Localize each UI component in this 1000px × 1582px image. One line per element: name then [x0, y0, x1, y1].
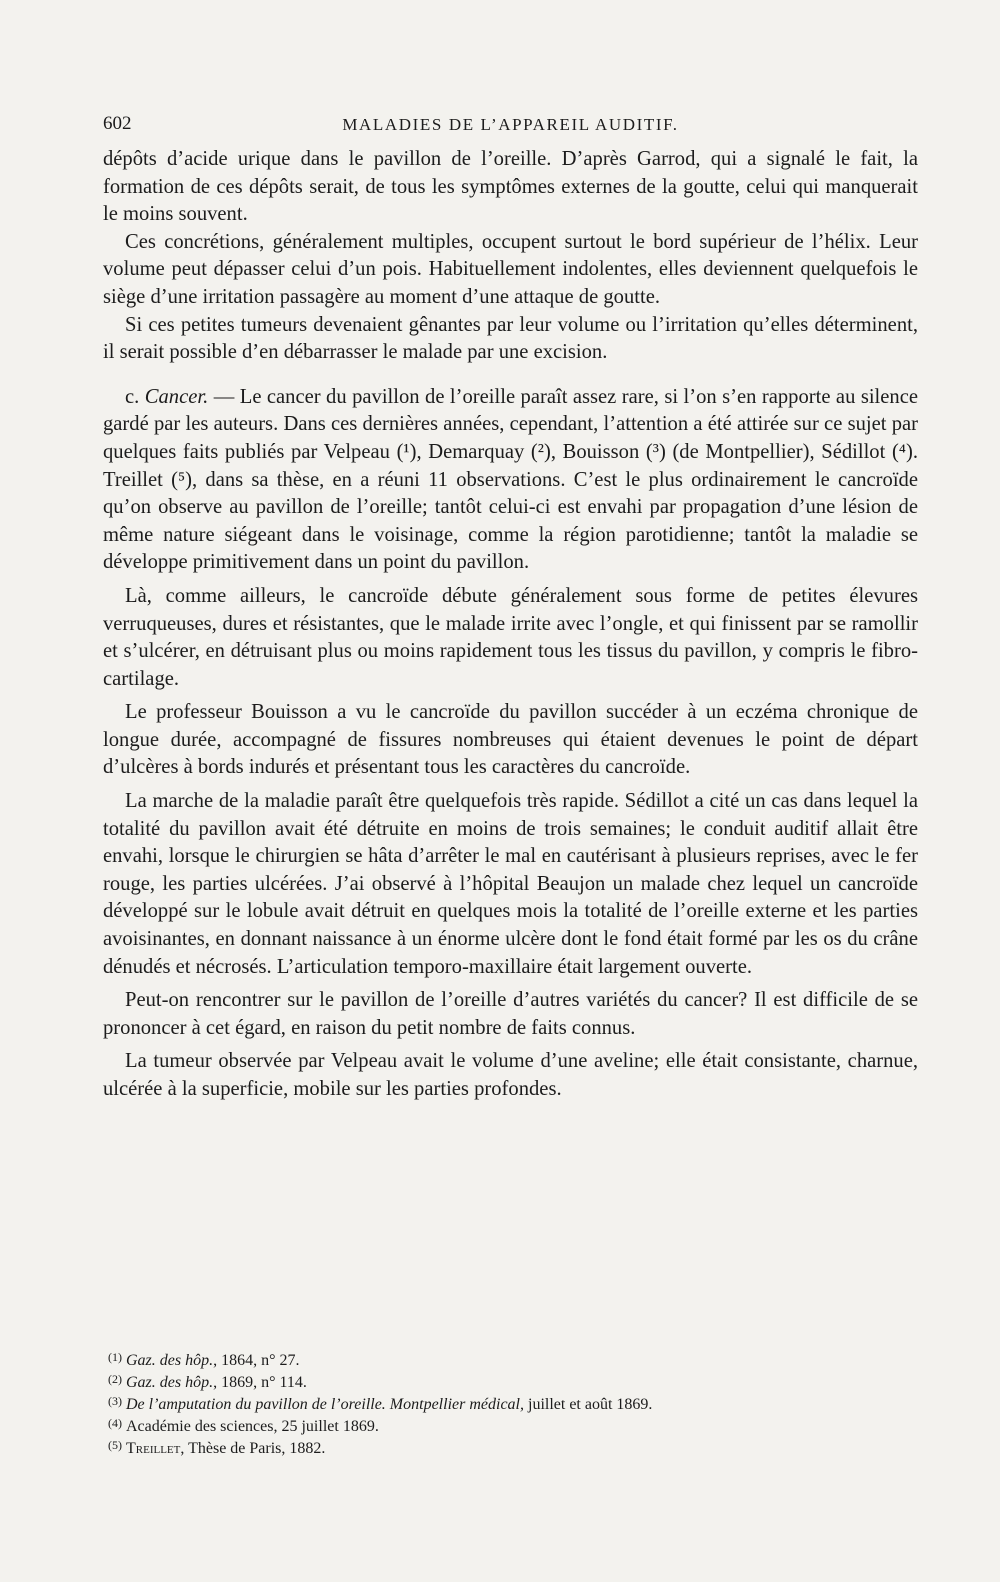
footnote-text: , 1864, n° 27. [213, 1352, 300, 1369]
page-header [103, 113, 918, 143]
paragraph-cancer [103, 384, 918, 577]
cancer-text: — Le cancer du pavillon de l’oreille paraît assez rare, si l’on s’en rapporte au silence gardé par les auteurs. Dans ces dernières années, cependant, l’attention a été attirée sur ce sujet par quelques faits publiés par Velpeau (¹), Demarquay (²), Bouisson (³) (de Montpellier), Sédillot (⁴). Treillet (⁵), dans sa thèse, en a réuni 11 observations. C’est le plus ordinairement le cancroïde qu’on observe au pavillon de l’oreille; tantôt celui-ci est envahi par propagation d’une lésion de même nature siégeant dans le voisinage, comme la région parotidienne; tantôt la maladie se développe primitivement dans un point du pavillon. [103, 385, 918, 574]
footnote-3 [108, 1392, 898, 1414]
paragraph-concretions: Ces concrétions, généralement multiples, occupent surtout le bord supérieur de l’hélix. Leur volume peut dépasser celui d’un pois. Habituellement indolentes, elles deviennent quelquefois le siège d’une irritation passagère au moment d’une attaque de goutte. [103, 230, 918, 308]
section-heading: Cancer. [144, 385, 209, 408]
section-marker: c. [125, 385, 140, 408]
footnote-mark: (3) [108, 1394, 122, 1408]
footnote-text: , 1869, n° 114. [213, 1374, 307, 1391]
paragraph-cancroid-onset: Là, comme ailleurs, le cancroïde débute généralement sous forme de petites élevures verruqueuses, dures et résistantes, que le malade irrite avec l’ongle, et qui finissent par se ramollir et s’ulcérer, en détruisant plus ou moins rapidement tous les tissus du pavillon, y compris le fibro-cartilage. [103, 584, 918, 690]
paragraph-gout-deposits: dépôts d’acide urique dans le pavillon de l’oreille. D’après Garrod, qui a signalé le fait, la formation de ces dépôts serait, de tous les symptômes externes de la goutte, celui qui manquerait le moins souvent. [103, 148, 918, 226]
paragraph-other-varieties: Peut-on rencontrer sur le pavillon de l’oreille d’autres variétés du cancer? Il est difficile de se prononcer à cet égard, en raison du petit nombre de faits connus. [103, 989, 918, 1039]
footnote-text: Académie des sciences, 25 juillet 1869. [126, 1418, 379, 1435]
footnote-title: Gaz. des hôp. [126, 1352, 214, 1369]
paragraph-bouisson: Le professeur Bouisson a vu le cancroïde du pavillon succéder à un eczéma chronique de longue durée, accompagné de fissures nombreuses qui étaient devenues le point de départ d’ulcères à bords indurés et présentant tous les caractères du cancroïde. [103, 701, 918, 779]
footnote-5 [108, 1436, 898, 1458]
footnote-text: juillet et août 1869. [524, 1396, 653, 1413]
paragraph-progression: La marche de la maladie paraît être quelquefois très rapide. Sédillot a cité un cas dans lequel la totalité du pavillon avait été détruite en moins de trois semaines; le conduit auditif allait être envahi, lorsque le chirurgien se hâta d’arrêter le mal en cautérisant à plusieurs reprises, avec le fer rouge, les parties ulcérées. J’ai observé à l’hôpital Beaujon un malade chez lequel un cancroïde développé sur le lobule avait détruit en quelques mois la totalité de l’oreille externe et les parties avoisinantes, en donnant naissance à un énorme ulcère dont le fond était formé par les os du crâne dénudés et nécrosés. L’articulation temporo-maxillaire était largement ouverte. [103, 790, 918, 978]
footnote-mark: (2) [108, 1372, 122, 1386]
footnote-text: , Thèse de Paris, 1882. [180, 1440, 326, 1457]
footnote-1 [108, 1348, 898, 1370]
footnote-4 [108, 1414, 898, 1436]
footnote-author: Treillet [126, 1440, 181, 1457]
page-number: 602 [103, 113, 132, 134]
page-body [103, 146, 918, 1104]
paragraph-excision: Si ces petites tumeurs devenaient gênantes par leur volume ou l’irritation qu’elles déterminent, il serait possible d’en débarrasser le malade par une excision. [103, 313, 918, 364]
footnote-mark: (4) [108, 1416, 122, 1430]
footnotes [108, 1348, 898, 1458]
footnote-title: De l’amputation du pavillon de l’oreille. Montpellier médical, [126, 1396, 524, 1413]
footnote-mark: (5) [108, 1438, 122, 1452]
footnote-mark: (1) [108, 1350, 122, 1364]
paragraph-velpeau-tumor: La tumeur observée par Velpeau avait le volume d’une aveline; elle était consistante, charnue, ulcérée à la superficie, mobile sur les parties profondes. [103, 1050, 918, 1100]
footnote-title: Gaz. des hôp. [126, 1374, 214, 1391]
footnote-2 [108, 1370, 898, 1392]
running-title: MALADIES DE L’APPAREIL AUDITIF. [342, 115, 679, 134]
